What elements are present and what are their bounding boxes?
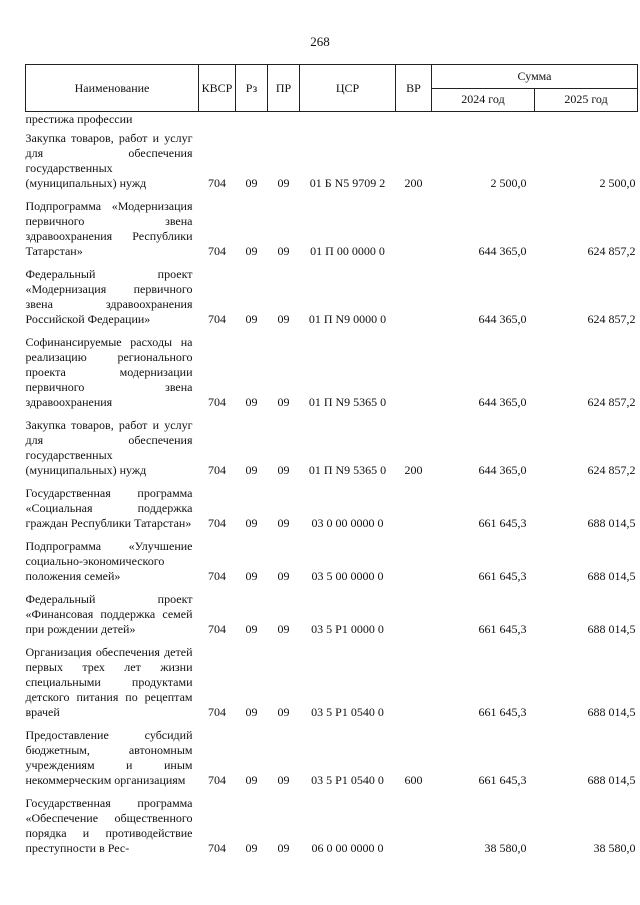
row-kvsr: 704 [208,516,226,530]
row-kvsr: 704 [208,312,226,326]
row-rz: 09 [245,622,258,636]
row-csr: 03 0 00 0000 0 [311,516,384,530]
table-row [26,331,638,414]
row-kvsr: 704 [208,244,226,258]
row-name: Закупка товаров, работ и услуг для обеспечения государственных (муниципальных) нужд [25,418,193,477]
row-pr: 09 [277,705,290,719]
row-sum-2025: 624 857,2 [587,244,636,258]
row-vr [396,792,432,860]
budget-table [25,64,638,860]
row-csr: 06 0 00 0000 0 [311,841,384,855]
row-sum-2024: 661 645,3 [478,516,527,530]
row-rz: 09 [245,841,258,855]
row-vr [396,263,432,331]
row-pr: 09 [277,463,290,477]
row-sum-2025: 688 014,5 [587,516,636,530]
row-sum-2024: 644 365,0 [478,312,527,326]
row-name: Закупка товаров, работ и услуг для обеспечения государственных (муниципальных) нужд [25,131,193,190]
row-kvsr: 704 [208,622,226,636]
row-pr: 09 [277,244,290,258]
row-kvsr: 704 [208,841,226,855]
row-kvsr: 704 [208,773,226,787]
header-vr: ВР [396,65,432,112]
header-year-2024: 2024 год [432,88,535,112]
row-vr [396,641,432,724]
row-kvsr: 704 [208,569,226,583]
row-sum-2024: 38 580,0 [484,841,527,855]
row-rz: 09 [245,244,258,258]
table-row [26,724,638,792]
row-vr [396,331,432,414]
row-kvsr: 704 [208,463,226,477]
row-pr: 09 [277,569,290,583]
row-vr: 600 [404,773,423,787]
header-rz: Рз [236,65,268,112]
row-sum-2025: 688 014,5 [587,622,636,636]
row-pr: 09 [277,395,290,409]
row-csr: 01 П N9 5365 0 [308,463,387,477]
row-pr: 09 [277,176,290,190]
row-rz: 09 [245,395,258,409]
table-body [26,112,638,861]
row-kvsr: 704 [208,705,226,719]
row-sum-2024: 2 500,0 [490,176,527,190]
row-sum-2025: 624 857,2 [587,395,636,409]
table-row [26,588,638,641]
row-name: Государственная программа «Обеспечение общественного порядка и противодействие преступности в Рес- [25,796,193,855]
row-sum-2025: 38 580,0 [593,841,636,855]
row-pr: 09 [277,516,290,530]
table-row [26,535,638,588]
row-sum-2025: 624 857,2 [587,463,636,477]
row-csr: 01 П N9 0000 0 [308,312,387,326]
header-kvsr: КВСР [199,65,236,112]
header-sum: Сумма [432,65,638,89]
table-row-continuation [26,112,638,128]
row-rz: 09 [245,773,258,787]
header-year-2025: 2025 год [535,88,638,112]
row-rz: 09 [245,705,258,719]
row-csr: 03 5 P1 0000 0 [311,622,384,636]
continuation-text: престижа профессии [25,112,133,126]
row-csr: 03 5 P1 0540 0 [311,705,384,719]
row-sum-2025: 624 857,2 [587,312,636,326]
row-csr: 01 П 00 0000 0 [310,244,385,258]
table-row [26,195,638,263]
row-sum-2025: 688 014,5 [587,705,636,719]
row-pr: 09 [277,312,290,326]
row-csr: 01 Б N5 9709 2 [309,176,386,190]
row-rz: 09 [245,176,258,190]
row-sum-2024: 661 645,3 [478,705,527,719]
row-rz: 09 [245,569,258,583]
table-row [26,263,638,331]
header-name: Наименование [26,65,199,112]
table-row [26,127,638,195]
table-row [26,414,638,482]
row-sum-2025: 688 014,5 [587,569,636,583]
table-header [26,65,638,112]
row-csr: 03 5 P1 0540 0 [311,773,384,787]
row-name: Софинансируемые расходы на реализацию регионального проекта модернизации первичного звена здравоохранения [25,335,193,409]
row-vr: 200 [404,176,423,190]
row-csr: 03 5 00 0000 0 [311,569,384,583]
row-csr: 01 П N9 5365 0 [308,395,387,409]
row-vr [396,195,432,263]
table-row [26,482,638,535]
row-rz: 09 [245,516,258,530]
row-sum-2024: 661 645,3 [478,773,527,787]
row-sum-2025: 688 014,5 [587,773,636,787]
row-kvsr: 704 [208,395,226,409]
row-name: Организация обеспечения детей первых трех лет жизни специальными продуктами детского питания по рецептам врачей [25,645,193,719]
row-pr: 09 [277,773,290,787]
row-rz: 09 [245,312,258,326]
header-pr: ПР [268,65,300,112]
table-row [26,641,638,724]
page-number: 268 [310,34,330,49]
row-sum-2024: 661 645,3 [478,622,527,636]
row-vr: 200 [404,463,423,477]
row-name: Подпрограмма «Модернизация первичного звена здравоохранения Республики Татарстан» [25,199,193,258]
row-name: Федеральный проект «Модернизация первичного звена здравоохранения Российской Федерации» [25,267,193,326]
row-name: Государственная программа «Социальная поддержка граждан Республики Татарстан» [25,486,193,530]
row-pr: 09 [277,841,290,855]
row-vr [396,535,432,588]
header-csr: ЦСР [300,65,396,112]
row-sum-2024: 644 365,0 [478,395,527,409]
row-sum-2024: 644 365,0 [478,244,527,258]
row-pr: 09 [277,622,290,636]
row-name: Подпрограмма «Улучшение социально-экономического положения семей» [25,539,193,583]
row-name: Предоставление субсидий бюджетным, автономным учреждениям и иным некоммерческим организациям [25,728,193,787]
row-sum-2024: 661 645,3 [478,569,527,583]
row-kvsr: 704 [208,176,226,190]
row-vr [396,588,432,641]
row-name: Федеральный проект «Финансовая поддержка семей при рождении детей» [25,592,193,636]
row-sum-2025: 2 500,0 [599,176,636,190]
row-sum-2024: 644 365,0 [478,463,527,477]
row-rz: 09 [245,463,258,477]
table-row [26,792,638,860]
row-vr [396,482,432,535]
